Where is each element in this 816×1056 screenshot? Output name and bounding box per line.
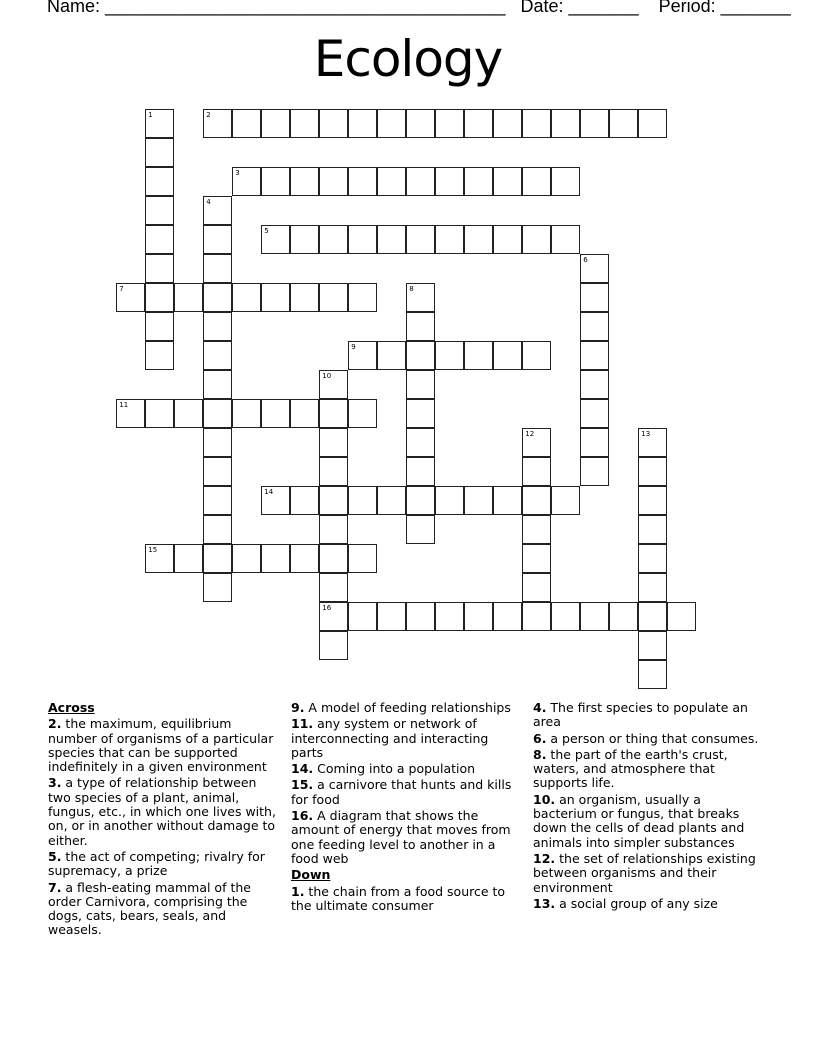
grid-cell[interactable] — [290, 109, 319, 138]
grid-cell[interactable] — [203, 486, 232, 515]
clue-down-10: 10. an organism, usually a bacterium or fungus, that breaks down the cells of dead plants and animals into simpler substances — [533, 791, 745, 850]
grid-cell[interactable] — [261, 283, 290, 312]
grid-cell[interactable] — [435, 341, 464, 370]
grid-cell[interactable] — [406, 283, 435, 312]
clue-number: 16 — [322, 604, 332, 613]
grid-cell[interactable] — [319, 399, 348, 428]
grid-cell[interactable] — [145, 399, 174, 428]
grid-cell[interactable] — [406, 428, 435, 457]
grid-cell[interactable] — [377, 486, 406, 515]
grid-cell[interactable] — [580, 399, 609, 428]
clue-across-14: 14. Coming into a population — [291, 761, 476, 777]
grid-cell[interactable] — [638, 457, 667, 486]
clues-column-3 — [533, 701, 765, 913]
grid-cell[interactable] — [377, 341, 406, 370]
clue-number: 1 — [148, 111, 153, 120]
grid-cell[interactable] — [580, 457, 609, 486]
grid-cell[interactable] — [319, 370, 348, 399]
grid-cell[interactable] — [522, 602, 551, 631]
clue-down-13: 13. a social group of any size — [533, 895, 718, 911]
grid-cell[interactable] — [638, 602, 667, 631]
grid-cell[interactable] — [522, 573, 551, 602]
grid-cell[interactable] — [319, 457, 348, 486]
grid-cell[interactable] — [580, 312, 609, 341]
grid-cell[interactable] — [319, 631, 348, 660]
grid-cell[interactable] — [638, 486, 667, 515]
clue-down-4: 4. The first species to populate an area — [533, 700, 748, 730]
grid-cell[interactable] — [203, 312, 232, 341]
grid-cell[interactable] — [319, 515, 348, 544]
grid-cell[interactable] — [551, 602, 580, 631]
clue-down-6: 6. a person or thing that consumes. — [533, 730, 759, 746]
grid-cell[interactable] — [377, 167, 406, 196]
grid-cell[interactable] — [261, 167, 290, 196]
grid-cell[interactable] — [319, 573, 348, 602]
down-heading: Down — [291, 867, 331, 883]
clue-across-2: 2. the maximum, equilibrium number of organisms of a particular species that can be supported indefinitely in a given environment — [48, 716, 274, 775]
clue-number: 5 — [264, 227, 269, 236]
grid-cell[interactable] — [522, 457, 551, 486]
clue-number: 15 — [148, 546, 158, 555]
grid-cell[interactable] — [435, 602, 464, 631]
clue-across-3: 3. a type of relationship between two species of a plant, animal, fungus, etc., in which one lives with, on, or in another without damage to either. — [48, 775, 276, 848]
name-field[interactable]: ________________________________________ — [105, 0, 506, 16]
grid-cell[interactable] — [406, 312, 435, 341]
clue-number: 6 — [583, 256, 588, 265]
grid-cell[interactable] — [232, 544, 261, 573]
grid-cell[interactable] — [116, 399, 145, 428]
grid-cell[interactable] — [348, 109, 377, 138]
grid-cell[interactable] — [145, 196, 174, 225]
grid-cell[interactable] — [348, 602, 377, 631]
grid-cell[interactable] — [348, 225, 377, 254]
grid-cell[interactable] — [406, 167, 435, 196]
grid-cell[interactable] — [319, 167, 348, 196]
grid-cell[interactable] — [145, 312, 174, 341]
grid-cell[interactable] — [377, 109, 406, 138]
clue-across-11: 11. any system or network of interconnecting and interacting parts — [291, 716, 489, 760]
grid-cell[interactable] — [638, 109, 667, 138]
grid-cell[interactable] — [203, 544, 232, 573]
grid-cell[interactable] — [406, 399, 435, 428]
grid-cell[interactable] — [261, 225, 290, 254]
grid-cell[interactable] — [551, 486, 580, 515]
period-field[interactable]: _______ — [720, 0, 791, 16]
grid-cell[interactable] — [319, 109, 348, 138]
grid-cell[interactable] — [377, 602, 406, 631]
grid-cell[interactable] — [522, 428, 551, 457]
grid-cell[interactable] — [609, 109, 638, 138]
clue-down-12: 12. the set of relationships existing between organisms and their environment — [533, 850, 756, 895]
grid-cell[interactable] — [580, 370, 609, 399]
grid-cell[interactable] — [203, 370, 232, 399]
grid-cell[interactable] — [203, 341, 232, 370]
grid-cell[interactable] — [348, 399, 377, 428]
grid-cell[interactable] — [464, 225, 493, 254]
grid-cell[interactable] — [319, 283, 348, 312]
grid-cell[interactable] — [348, 283, 377, 312]
grid-cell[interactable] — [464, 602, 493, 631]
clue-number: 2 — [206, 111, 211, 120]
grid-cell[interactable] — [145, 254, 174, 283]
grid-cell[interactable] — [667, 602, 696, 631]
grid-cell[interactable] — [551, 167, 580, 196]
grid-cell[interactable] — [522, 109, 551, 138]
grid-cell[interactable] — [319, 225, 348, 254]
grid-cell[interactable] — [493, 225, 522, 254]
grid-cell[interactable] — [464, 341, 493, 370]
clue-across-7: 7. a flesh-eating mammal of the order Carnivora, comprising the dogs, cats, bears, seals, and weasels. — [48, 879, 251, 938]
grid-cell[interactable] — [203, 457, 232, 486]
across-heading: Across — [48, 700, 95, 715]
grid-cell[interactable] — [348, 544, 377, 573]
grid-cell[interactable] — [638, 631, 667, 660]
grid-cell[interactable] — [406, 225, 435, 254]
grid-cell[interactable] — [580, 283, 609, 312]
grid-cell[interactable] — [406, 515, 435, 544]
grid-cell[interactable] — [406, 486, 435, 515]
clues-column-2 — [291, 701, 523, 915]
clue-across-9: 9. A model of feeding relationships — [291, 700, 511, 715]
clue-number: 8 — [409, 285, 414, 294]
grid-cell[interactable] — [203, 196, 232, 225]
grid-cell[interactable] — [522, 544, 551, 573]
clue-across-5: 5. the act of competing; rivalry for supremacy, a prize — [48, 848, 265, 879]
clue-across-16: 16. A diagram that shows the amount of energy that moves from one feeding level to another in a food web — [291, 808, 511, 866]
grid-cell[interactable] — [580, 109, 609, 138]
grid-cell[interactable] — [522, 486, 551, 515]
clue-number: 14 — [264, 488, 274, 497]
grid-cell[interactable] — [493, 602, 522, 631]
grid-cell[interactable] — [348, 167, 377, 196]
grid-cell[interactable] — [377, 225, 406, 254]
grid-cell[interactable] — [464, 486, 493, 515]
name-label: Name: — [47, 0, 106, 16]
grid-cell[interactable] — [406, 341, 435, 370]
grid-cell[interactable] — [203, 515, 232, 544]
grid-cell[interactable] — [580, 341, 609, 370]
grid-cell[interactable] — [174, 283, 203, 312]
grid-cell[interactable] — [580, 254, 609, 283]
grid-cell[interactable] — [435, 167, 464, 196]
grid-cell[interactable] — [522, 225, 551, 254]
grid-cell[interactable] — [464, 109, 493, 138]
grid-cell[interactable] — [551, 225, 580, 254]
grid-cell[interactable] — [493, 109, 522, 138]
grid-cell[interactable] — [145, 341, 174, 370]
clue-down-8: 8. the part of the earth's crust, waters, and atmosphere that supports life. — [533, 746, 728, 791]
grid-cell[interactable] — [638, 573, 667, 602]
grid-cell[interactable] — [203, 573, 232, 602]
clue-number: 10 — [322, 372, 332, 381]
grid-cell[interactable] — [232, 399, 261, 428]
grid-cell[interactable] — [203, 109, 232, 138]
grid-cell[interactable] — [638, 428, 667, 457]
grid-cell[interactable] — [319, 486, 348, 515]
date-label: Date: — [520, 0, 569, 16]
grid-cell[interactable] — [464, 167, 493, 196]
grid-cell[interactable] — [145, 109, 174, 138]
grid-cell[interactable] — [145, 138, 174, 167]
grid-cell[interactable] — [145, 544, 174, 573]
header-fields — [47, 0, 791, 17]
grid-cell[interactable] — [232, 283, 261, 312]
grid-cell[interactable] — [290, 225, 319, 254]
grid-cell[interactable] — [348, 341, 377, 370]
clue-number: 4 — [206, 198, 211, 207]
grid-cell[interactable] — [493, 167, 522, 196]
date-field[interactable]: _______ — [568, 0, 639, 16]
grid-cell[interactable] — [406, 370, 435, 399]
grid-cell[interactable] — [493, 341, 522, 370]
grid-cell[interactable] — [116, 283, 145, 312]
grid-cell[interactable] — [290, 283, 319, 312]
grid-cell[interactable] — [145, 283, 174, 312]
grid-cell[interactable] — [522, 515, 551, 544]
grid-cell[interactable] — [261, 399, 290, 428]
grid-cell[interactable] — [290, 486, 319, 515]
grid-cell[interactable] — [406, 457, 435, 486]
grid-cell[interactable] — [493, 486, 522, 515]
grid-cell[interactable] — [290, 399, 319, 428]
clues-column-1 — [48, 701, 280, 940]
grid-cell[interactable] — [406, 602, 435, 631]
grid-cell[interactable] — [203, 283, 232, 312]
grid-cell[interactable] — [580, 602, 609, 631]
grid-cell[interactable] — [232, 167, 261, 196]
grid-cell[interactable] — [232, 109, 261, 138]
grid-cell[interactable] — [319, 544, 348, 573]
grid-cell[interactable] — [174, 544, 203, 573]
grid-cell[interactable] — [203, 399, 232, 428]
grid-cell[interactable] — [609, 602, 638, 631]
clue-number: 3 — [235, 169, 240, 178]
grid-cell[interactable] — [522, 341, 551, 370]
grid-cell[interactable] — [522, 167, 551, 196]
clue-number: 12 — [525, 430, 535, 439]
grid-cell[interactable] — [261, 486, 290, 515]
grid-cell[interactable] — [174, 399, 203, 428]
grid-cell[interactable] — [290, 544, 319, 573]
grid-cell[interactable] — [203, 254, 232, 283]
grid-cell[interactable] — [435, 109, 464, 138]
period-label: Period: — [658, 0, 721, 16]
clue-down-1: 1. the chain from a food source to the ultimate consumer — [291, 883, 506, 913]
grid-cell[interactable] — [261, 544, 290, 573]
grid-cell[interactable] — [261, 109, 290, 138]
crossword-grid — [117, 110, 717, 710]
grid-cell[interactable] — [406, 109, 435, 138]
grid-cell[interactable] — [203, 225, 232, 254]
clue-number: 13 — [641, 430, 651, 439]
grid-cell[interactable] — [638, 515, 667, 544]
grid-cell[interactable] — [638, 544, 667, 573]
clue-number: 7 — [119, 285, 124, 294]
clue-number: 11 — [119, 401, 129, 410]
clue-number: 9 — [351, 343, 356, 352]
clue-across-15: 15. a carnivore that hunts and kills for food — [291, 777, 512, 807]
grid-cell[interactable] — [319, 428, 348, 457]
grid-cell[interactable] — [203, 428, 232, 457]
grid-cell[interactable] — [551, 109, 580, 138]
grid-cell[interactable] — [145, 167, 174, 196]
grid-cell[interactable] — [145, 225, 174, 254]
grid-cell[interactable] — [580, 428, 609, 457]
grid-cell[interactable] — [638, 660, 667, 689]
grid-cell[interactable] — [319, 602, 348, 631]
grid-cell[interactable] — [435, 486, 464, 515]
grid-cell[interactable] — [435, 225, 464, 254]
grid-cell[interactable] — [348, 486, 377, 515]
grid-cell[interactable] — [290, 167, 319, 196]
page-title: Ecology — [313, 30, 503, 88]
